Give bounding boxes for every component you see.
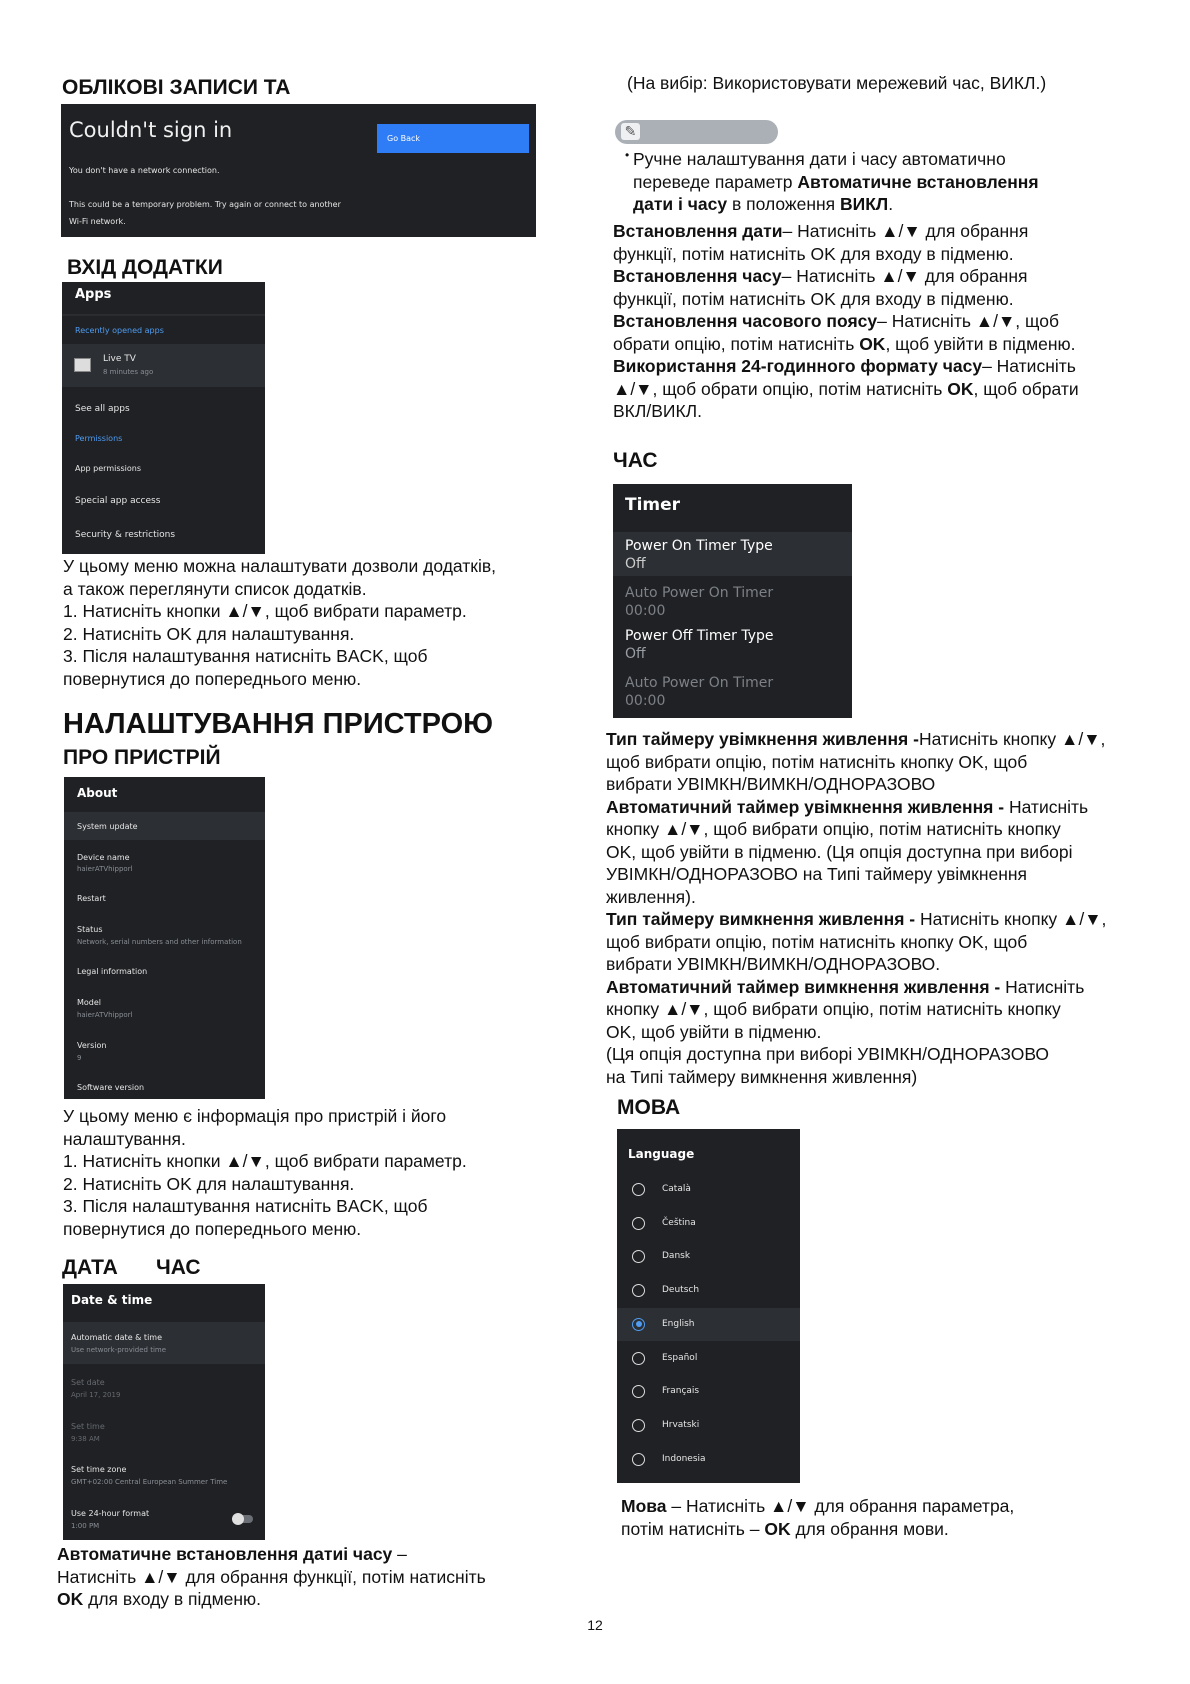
language-option-label: Indonesia (662, 1453, 706, 1464)
auto-power-on-timer[interactable]: Auto Power On Timer (625, 585, 774, 601)
about-screenshot (64, 777, 265, 1099)
radio-icon[interactable] (632, 1250, 645, 1263)
language-option-label: Español (662, 1352, 698, 1363)
language-option-label: Deutsch (662, 1285, 700, 1296)
language-option[interactable] (617, 1443, 800, 1476)
radio-icon[interactable] (632, 1352, 645, 1365)
language-option-label: English (662, 1318, 695, 1329)
language-option[interactable] (617, 1409, 800, 1442)
tv-icon (74, 358, 91, 372)
auto-datetime-description: Автоматичне встановлення датиі часу – Натисніть ▲/▼ для обрання функції, потім натисніть OK для входу в підменю. (57, 1544, 486, 1609)
apps-description: У цьому меню можна налаштувати дозволи додатків, а також переглянути список додатків. 1. Натисніть кнопки ▲/▼, щоб вибрати параметр. 2. Натисніть OK для налаштування. 3. Після налаштування натисніть BACK, щоб повернутися до попереднього меню. (63, 556, 496, 689)
device-name-value: haierATVhipporl (77, 865, 133, 873)
set-date-value: April 17, 2019 (71, 1391, 121, 1399)
use-24-hour-format[interactable]: Use 24-hour format (71, 1509, 150, 1518)
language-option[interactable] (617, 1240, 800, 1273)
set-date[interactable]: Set date (71, 1378, 105, 1387)
app-permissions[interactable]: App permissions (75, 464, 142, 473)
signin-screenshot (61, 104, 536, 237)
version[interactable]: Version (77, 1041, 107, 1050)
language-option[interactable] (617, 1308, 800, 1341)
heading-time: ЧАС (156, 1256, 201, 1279)
security-restrictions[interactable]: Security & restrictions (75, 530, 176, 540)
signin-line2: This could be a temporary problem. Try again or connect to another (69, 200, 341, 209)
language-title: Language (628, 1147, 695, 1161)
live-tv-label: Live TV (103, 354, 136, 364)
set-time[interactable]: Set time (71, 1422, 105, 1431)
legal-information[interactable]: Legal information (77, 967, 148, 976)
signin-line1: You don't have a network connection. (69, 166, 220, 175)
language-option-label: Français (662, 1386, 700, 1397)
model-value: haierATVhipporl (77, 1011, 133, 1019)
language-option[interactable] (617, 1375, 800, 1408)
special-app-access[interactable]: Special app access (75, 496, 161, 506)
paperclip-icon: ✎ (621, 123, 640, 140)
power-on-timer-type[interactable]: Power On Timer Type Off (613, 532, 852, 576)
model[interactable]: Model (77, 998, 102, 1007)
radio-icon[interactable] (632, 1284, 645, 1297)
apps-title: Apps (75, 287, 112, 302)
heading-date: ДАТА (62, 1256, 118, 1279)
page-number: 12 (587, 1617, 603, 1633)
radio-icon[interactable] (632, 1453, 645, 1466)
note-bar (615, 120, 778, 144)
see-all-apps[interactable]: See all apps (75, 404, 130, 414)
language-description: Мова – Натисніть ▲/▼ для обрання параметра, потім натисніть – OK для обрання мови. (621, 1496, 1015, 1539)
manual-note: • Ручне налаштування дати і часу автоматично переведе параметр Автоматичне встановлення дати і часу в положення ВИКЛ. (625, 148, 1039, 214)
permissions-label: Permissions (75, 434, 123, 443)
go-back-button[interactable]: Go Back (377, 124, 529, 153)
signin-title: Couldn't sign in (69, 118, 233, 142)
format-value: 1:00 PM (71, 1522, 100, 1530)
heading-apps: ВХІД ДОДАТКИ (67, 256, 223, 279)
datetime-screenshot (63, 1284, 265, 1540)
about-title: About (77, 786, 118, 800)
set-time-value: 9:38 AM (71, 1435, 100, 1443)
time-zone-value: GMT+02:00 Central European Summer Time (71, 1478, 228, 1486)
date-time-settings-description: Встановлення дати– Натисніть ▲/▼ для обрання функції, потім натисніть OK для входу в підменю. Встановлення часу– Натисніть ▲/▼ для обрання функції, потім натисніть OK для входу в підменю. Встановлення часового поясу– Натисніть ▲/▼, щоб обрати опцію, потім натисніть OK, щоб увійти в підменю. Використання 24-годинного формату часу– Натисніть ▲/▼, щоб обрати опцію, потім натисніть OK, щоб обрати ВКЛ/ВИКЛ. (613, 221, 1079, 421)
language-option[interactable] (617, 1274, 800, 1307)
radio-icon[interactable] (632, 1183, 645, 1196)
set-time-zone[interactable]: Set time zone (71, 1465, 127, 1474)
auto-power-off-timer-value: 00:00 (625, 693, 666, 709)
radio-icon[interactable] (632, 1385, 645, 1398)
signin-line3: Wi-Fi network. (69, 217, 126, 226)
heading-timer: ЧАС (613, 449, 658, 472)
heading-language: МОВА (617, 1096, 681, 1119)
status-sub: Network, serial numbers and other information (77, 938, 242, 946)
software-version[interactable]: Software version (77, 1083, 145, 1092)
live-tv-item[interactable] (62, 344, 265, 387)
recent-apps-label: Recently opened apps (75, 326, 164, 335)
version-value: 9 (77, 1054, 82, 1062)
heading-accounts: ОБЛІКОВІ ЗАПИСИ ТА (62, 76, 291, 99)
power-off-timer-type-value: Off (625, 646, 646, 662)
live-tv-sub: 8 minutes ago (103, 368, 154, 376)
heading-device-settings: НАЛАШТУВАННЯ ПРИСТРОЮ (63, 708, 494, 740)
auto-power-on-timer-value: 00:00 (625, 603, 666, 619)
choice-note: (На вибір: Використовувати мережевий час, ВИКЛ.) (627, 73, 1047, 93)
heading-about: ПРО ПРИСТРІЙ (63, 746, 221, 769)
restart[interactable]: Restart (77, 894, 106, 903)
datetime-title: Date & time (71, 1293, 153, 1307)
language-option[interactable] (617, 1207, 800, 1240)
device-name[interactable]: Device name (77, 853, 130, 862)
about-description: У цьому меню є інформація про пристрій і його налаштування. 1. Натисніть кнопки ▲/▼, щоб вибрати параметр. 2. Натисніть OK для налаштування. 3. Після налаштування натисніть BACK, щоб повернутися до попереднього меню. (63, 1106, 467, 1239)
auto-datetime-item[interactable]: Automatic date & time Use network-provided time (63, 1322, 265, 1364)
timer-description: Тип таймеру увімкнення живлення -Натисніть кнопку ▲/▼, щоб вибрати опцію, потім натисніть кнопку OK, щоб вибрати УВІМКН/ВИМКН/ОДНОРАЗОВО Автоматичний таймер увімкнення живлення - Натисніть кнопку ▲/▼, щоб вибрати опцію, потім натисніть кнопку OK, щоб увійти в підменю. (Ця опція доступна при виборі УВІМКН/ОДНОРАЗОВО на Типі таймеру увімкнення живлення). Тип таймеру вимкнення живлення - Натисніть кнопку ▲/▼, щоб вибрати опцію, потім натисніть кнопку OK, щоб вибрати УВІМКН/ВИМКН/ОДНОРАЗОВО. Автоматичний таймер вимкнення живлення - Натисніть кнопку ▲/▼, щоб вибрати опцію, потім натисніть кнопку OK, щоб увійти в підменю. (Ця опція доступна при виборі УВІМКН/ОДНОРАЗОВО на Типі таймеру вимкнення живлення) (606, 729, 1107, 1087)
power-off-timer-type[interactable]: Power Off Timer Type (625, 628, 774, 644)
language-option-label: Čeština (662, 1217, 696, 1228)
timer-title: Timer (625, 495, 681, 515)
radio-icon[interactable] (632, 1217, 645, 1230)
language-option-label: Dansk (662, 1251, 691, 1262)
language-option-label: Català (662, 1184, 691, 1194)
radio-icon[interactable] (632, 1419, 645, 1432)
language-screenshot (617, 1129, 800, 1483)
status[interactable]: Status (77, 925, 103, 934)
language-option-label: Hrvatski (662, 1419, 700, 1430)
timer-screenshot (613, 484, 852, 718)
apps-screenshot (62, 282, 265, 554)
radio-icon[interactable] (632, 1318, 645, 1331)
format-toggle[interactable] (233, 1515, 253, 1523)
system-update-item[interactable]: System update (64, 812, 265, 840)
language-option[interactable] (617, 1173, 800, 1206)
language-option[interactable] (617, 1342, 800, 1375)
auto-power-off-timer[interactable]: Auto Power On Timer (625, 675, 774, 691)
